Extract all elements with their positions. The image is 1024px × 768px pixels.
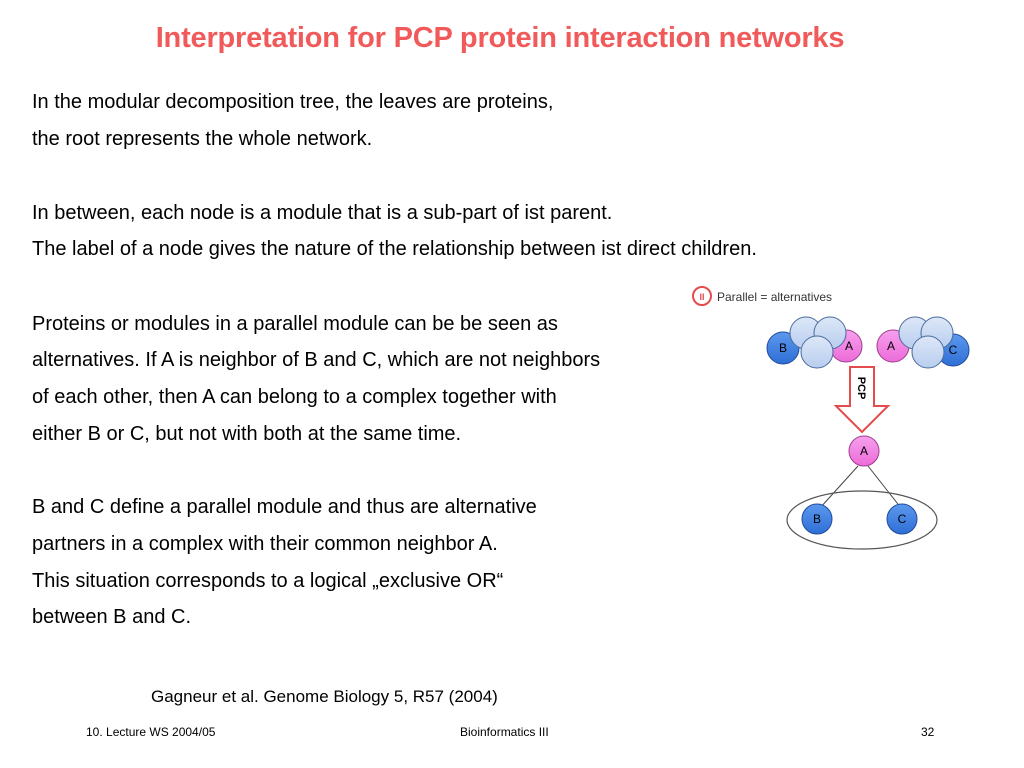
legend	[693, 287, 832, 305]
body-line-12: between B and C.	[32, 606, 191, 628]
body-line-6: alternatives. If A is neighbor of B and C, which are not neighbors	[32, 349, 601, 371]
node-light-3	[801, 336, 833, 368]
body-line-10: partners in a complex with their common neighbor A.	[32, 533, 498, 555]
label-c-top: C	[948, 343, 958, 357]
body-line-8: either B or C, but not with both at the same time.	[32, 423, 462, 445]
footer-page-number: 32	[921, 725, 935, 739]
body-line-4: The label of a node gives the nature of the relationship between ist direct children.	[32, 238, 757, 260]
cluster-a-c	[877, 317, 969, 368]
body-line-9: B and C define a parallel module and thus are alternative	[32, 496, 537, 518]
body-line-1: In the modular decomposition tree, the leaves are proteins,	[32, 91, 554, 113]
body-line-11: This situation corresponds to a logical „exclusive OR“	[32, 570, 504, 592]
body-line-2: the root represents the whole network.	[32, 128, 373, 150]
label-a-top-left: A	[844, 339, 854, 353]
label-b-top: B	[778, 341, 788, 355]
legend-text: Parallel = alternatives	[717, 290, 833, 304]
slide-title: Interpretation for PCP protein interaction networks	[155, 22, 845, 54]
edge-a-c	[868, 466, 901, 508]
body-line-3: In between, each node is a module that is a sub-part of ist parent.	[32, 202, 613, 224]
pcp-arrow	[836, 367, 888, 432]
body-line-7: of each other, then A can belong to a complex together with	[32, 386, 557, 408]
legend-symbol: II	[699, 292, 705, 302]
pcp-diagram	[688, 282, 988, 557]
edge-a-b	[820, 466, 858, 508]
node-light-6	[912, 336, 944, 368]
cluster-b-a	[767, 317, 862, 368]
label-a-top-right: A	[886, 339, 896, 353]
label-a-root: A	[859, 444, 869, 458]
body-line-5: Proteins or modules in a parallel module can be be seen as	[32, 313, 558, 335]
label-b-leaf: B	[812, 512, 822, 526]
footer-lecture: 10. Lecture WS 2004/05	[86, 725, 216, 739]
label-c-leaf: C	[897, 512, 907, 526]
citation: Gagneur et al. Genome Biology 5, R57 (2004)	[151, 687, 498, 706]
footer-course: Bioinformatics III	[460, 725, 549, 739]
arrow-label: PCP	[855, 376, 867, 400]
